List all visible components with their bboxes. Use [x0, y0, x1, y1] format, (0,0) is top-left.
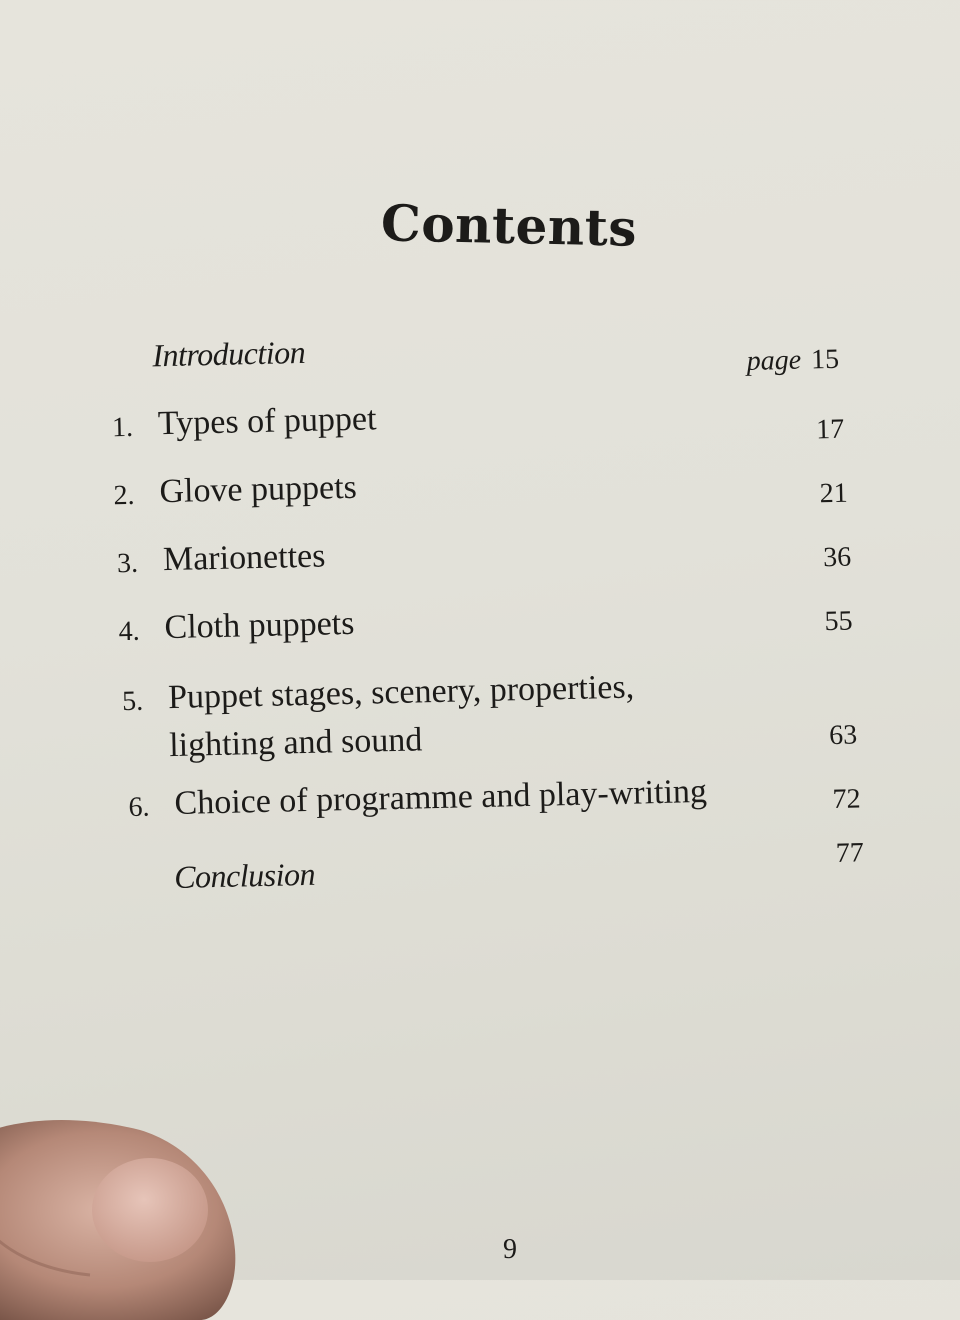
toc-entry-conclusion [6, 835, 960, 905]
toc-entry-number: 5. [121, 685, 144, 718]
toc-entry-page-number: 21 [819, 477, 849, 510]
toc-entry-chapter-5 [2, 661, 960, 779]
toc-entry-label: Cloth puppets [164, 604, 355, 647]
toc-entry-label: Types of puppet [157, 400, 377, 443]
thumb-image [0, 1100, 240, 1320]
page-word-label: page [746, 344, 802, 377]
toc-entry-page-number: 17 [815, 413, 845, 446]
toc-entry-number: 6. [128, 791, 150, 824]
toc-entry-page-number: 36 [822, 541, 852, 574]
toc-entry-page-number: 77 [835, 837, 865, 869]
toc-entry-label: Conclusion [173, 855, 316, 896]
toc-entry-page-number: 63 [828, 719, 858, 752]
toc-entry-page-number: 72 [832, 783, 861, 816]
toc-entry-number: 3. [116, 547, 139, 580]
toc-entry-chapter-1 [0, 387, 956, 457]
toc-entry-number: 4. [118, 615, 140, 648]
toc-entry-page [746, 344, 839, 378]
toc-entry-label-line-2: lighting and sound [168, 721, 423, 765]
toc-entry-number: 2. [113, 479, 135, 512]
toc-entry-page-number: 15 [810, 343, 840, 376]
toc-entry-number: 1. [111, 411, 134, 444]
toc-entry-chapter-2 [0, 455, 958, 525]
toc-entry-chapter-3 [0, 523, 959, 593]
toc-entry-label-line-1: Puppet stages, scenery, properties, [167, 668, 635, 717]
toc-entry-introduction [0, 319, 955, 389]
toc-entry-chapter-4 [0, 591, 960, 661]
page-title: Contents [380, 193, 638, 258]
toc-entry-page-number: 55 [824, 605, 853, 638]
toc-entry-label: Choice of programme and play-writing [174, 772, 708, 822]
toc-entry-label: Marionettes [162, 537, 326, 579]
page-number: 9 [503, 1234, 517, 1265]
toc-entry-label: Introduction [151, 333, 306, 374]
toc-entry-chapter-6 [4, 767, 960, 837]
toc-entry-label: Glove puppets [159, 468, 358, 511]
